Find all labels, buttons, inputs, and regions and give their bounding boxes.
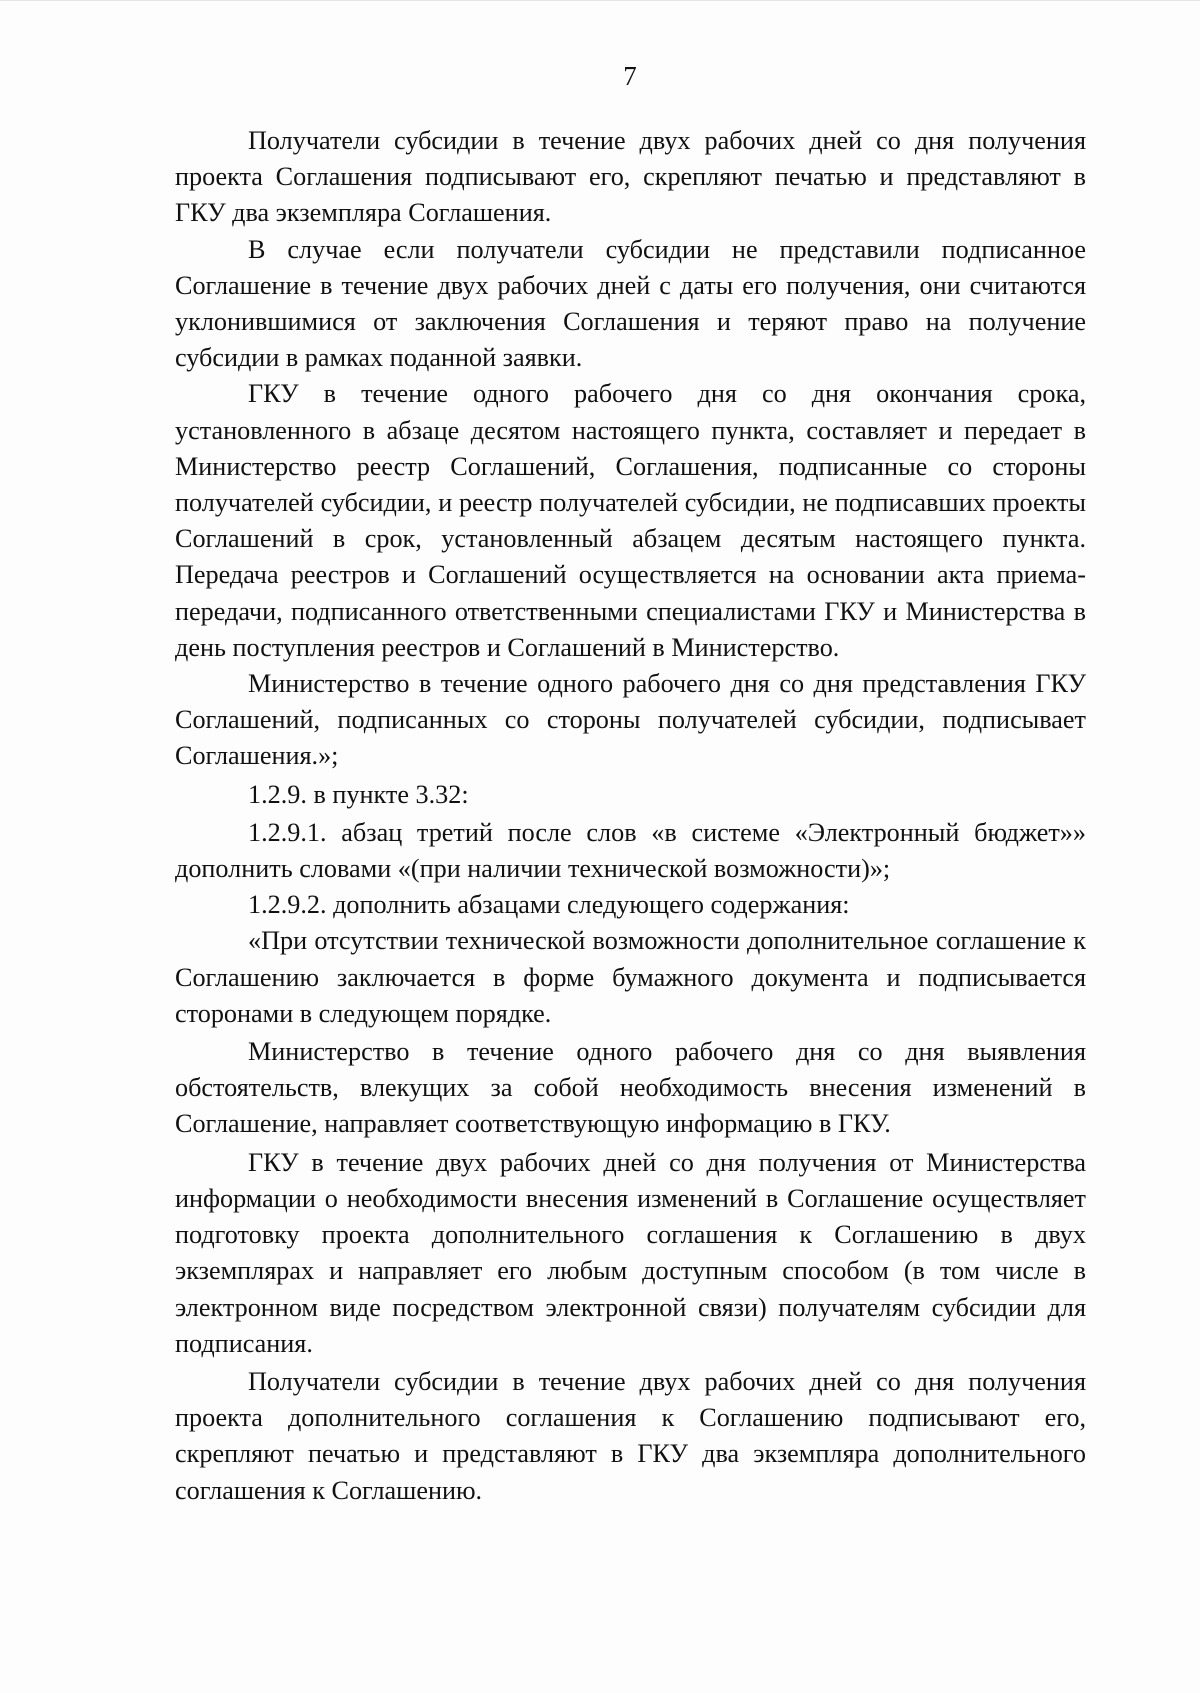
paragraph-11: Получатели субсидии в течение двух рабочих дней со дня получения проекта дополнительного соглашения к Соглашению подписывают его, скрепляют печатью и представляют в ГКУ два экземпляра дополнительного соглашения к Соглашению. <box>175 1366 1086 1505</box>
paragraph-10: ГКУ в течение двух рабочих дней со дня получения от Министерства информации о необходимости внесения изменений в Соглашение осуществляет подготовку проекта дополнительного соглашения к Соглашению в двух экземплярах и направляет его любым доступным способом (в том числе в электронном виде посредством электронной связи) получателям субсидии для подписания. <box>175 1147 1086 1358</box>
document-body <box>175 123 1086 1509</box>
paragraph-7: 1.2.9.2. дополнить абзацами следующего содержания: <box>248 890 850 920</box>
paragraph-1: Получатели субсидии в течение двух рабочих дней со дня получения проекта Соглашения подписывают его, скрепляют печатью и представляют в ГКУ два экземпляра Соглашения. <box>175 126 1086 228</box>
paragraph-2: В случае если получатели субсидии не представили подписанное Соглашение в течение двух рабочих дней с даты его получения, они считаются уклонившимися от заключения Соглашения и теряют право на получение субсидии в рамках поданной заявки. <box>175 234 1086 373</box>
page-number: 7 <box>623 61 637 91</box>
paragraph-8: «При отсутствии технической возможности дополнительное соглашение к Соглашению заключается в форме бумажного документа и подписывается сторонами в следующем порядке. <box>175 926 1086 1028</box>
paragraph-9: Министерство в течение одного рабочего дня со дня выявления обстоятельств, влекущих за собой необходимость внесения изменений в Соглашение, направляет соответствующую информацию в ГКУ. <box>175 1037 1086 1139</box>
paragraph-4: Министерство в течение одного рабочего дня со дня представления ГКУ Соглашений, подписанных со стороны получателей субсидии, подписывает Соглашения.»; <box>175 669 1086 771</box>
paragraph-6: 1.2.9.1. абзац третий после слов «в системе «Электронный бюджет»» дополнить словами «(при наличии технической возможности)»; <box>175 817 1086 884</box>
paragraph-5: 1.2.9. в пункте 3.32: <box>248 779 469 809</box>
paragraph-3: ГКУ в течение одного рабочего дня со дня окончания срока, установленного в абзаце десятом настоящего пункта, составляет и передает в Министерство реестр Соглашений, Соглашения, подписанные со стороны получателей субсидии, и реестр получателей субсидии, не подписавших проекты Соглашений в срок, установленный абзацем десятым настоящего пункта. Передача реестров и Соглашений осуществляется на основании акта приема-передачи, подписанного ответственными специалистами ГКУ и Министерства в день поступления реестров и Соглашений в Министерство. <box>175 379 1086 662</box>
